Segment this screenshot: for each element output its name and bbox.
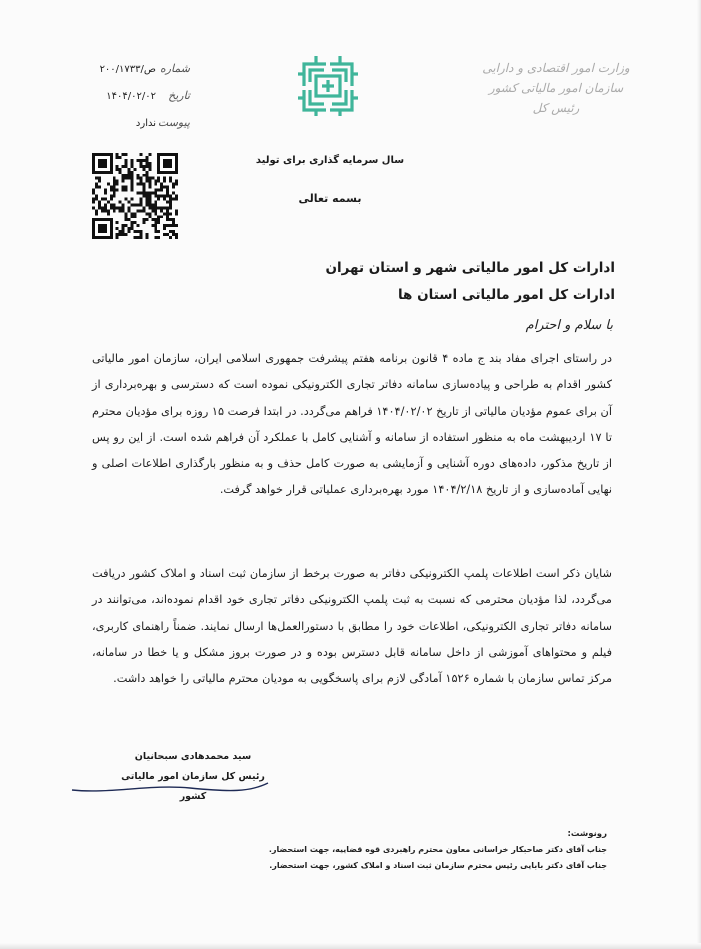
page-edge-shadow-bottom [0,943,701,949]
letterhead-office: رئیس کل [532,101,580,115]
tax-organization-logo-icon [296,54,360,118]
letterhead-organization: سازمان امور مالیاتی کشور [488,81,624,95]
carbon-copy [267,826,607,874]
greeting: با سلام و احترام [525,318,613,333]
cc-title: رونوشت: [567,829,607,839]
signature-block [108,747,278,807]
bismillah-heading: بسمه تعالی [298,192,362,205]
letter-attachment: ندارد [135,118,156,129]
signatory-name: سید محمدهادی سبحانیان [134,751,252,762]
letterhead-ministry: وزارت امور اقتصادی و دارایی [482,61,630,75]
body-paragraph-1: در راستای اجرای مفاد بند ج ماده ۴ قانون برنامه هفتم پیشرفت جمهوری اسلامی ایران، سازمان امور مالیاتی کشور اقدام به طراحی و پیاده‌سازی سامانه دفاتر تجاری الکترونیکی نموده است که دسترسی و بهره‌برداری از آن برای عموم مؤدیان مالیاتی از تاریخ ۱۴۰۴/۰۲/۰۲ فراهم می‌گردد. در ابتدا فرصت ۱۵ روزه برای مؤدیان محترم تا ۱۷ اردیبهشت ماه به منظور استفاده از سامانه و آشنایی کامل با عملکرد آن فراهم شده است. از این رو پس از تاریخ مذکور، داده‌های دوره آشنایی و آزمایشی به صورت کامل حذف و به منظور بارگذاری اطلاعات اصلی و نهایی آماده‌سازی و از تاریخ ۱۴۰۴/۲/۱۸ مورد بهره‌برداری عملیاتی قرار خواهد گرفت. [92,352,612,497]
page-edge-shadow [697,0,701,949]
cc-line-2: جناب آقای دکتر بابایی رئیس محترم سازمان ثبت اسناد و املاک کشور، جهت استحضار. [269,861,607,870]
letter-date: ۱۴۰۴/۰۲/۰۲ [106,91,156,102]
recipients [215,255,615,309]
signature-stroke [70,780,270,796]
year-slogan: سال سرمایه گذاری برای تولید [255,155,405,166]
cc-line-1: جناب آقای دکتر صاحبکار خراسانی معاون محترم راهبردی قوه قضاییه، جهت استحضار. [268,845,607,854]
letter-number: ۲۰۰/۱۷۳۳/ص [99,64,156,75]
body-paragraph-2: شایان ذکر است اطلاعات پلمپ الکترونیکی دفاتر به صورت برخط از سازمان ثبت اسناد و املاک کشور دریافت می‌گردد، لذا مؤدیان محترمی که نسبت به ثبت پلمپ الکترونیکی دفاتر تجاری خود اقدام نموده‌اند، می‌توانند در سامانه دفاتر تجاری الکترونیکی، اطلاعات خود را مطابق با دستورالعمل‌ها ارسال نمایند. ضمناً راهنمای کاربری، فیلم و محتواهای آموزشی از داخل سامانه قابل دسترس بوده و در صورت بروز مشکل و یا خطا در سامانه، مرکز تماس سازمان با شماره ۱۵۲۶ آمادگی لازم برای پاسخگویی به مودیان محترم مالیاتی را خواهد داشت. [92,567,612,686]
meta-attachment: پیوست ندارد [135,116,190,129]
letter-meta [70,62,190,143]
letterhead [471,58,641,118]
meta-date: تاریخ ۱۴۰۴/۰۲/۰۲ [106,89,190,102]
recipient-1: ادارات کل امور مالیاتی شهر و استان تهران [325,260,615,276]
qr-code-icon[interactable] [92,153,178,239]
meta-number: شماره ۲۰۰/۱۷۳۳/ص [99,62,190,75]
signatory-title: رئیس کل سازمان امور مالیاتی کشور [121,771,265,802]
recipient-2: ادارات کل امور مالیاتی استان ها [397,287,615,303]
